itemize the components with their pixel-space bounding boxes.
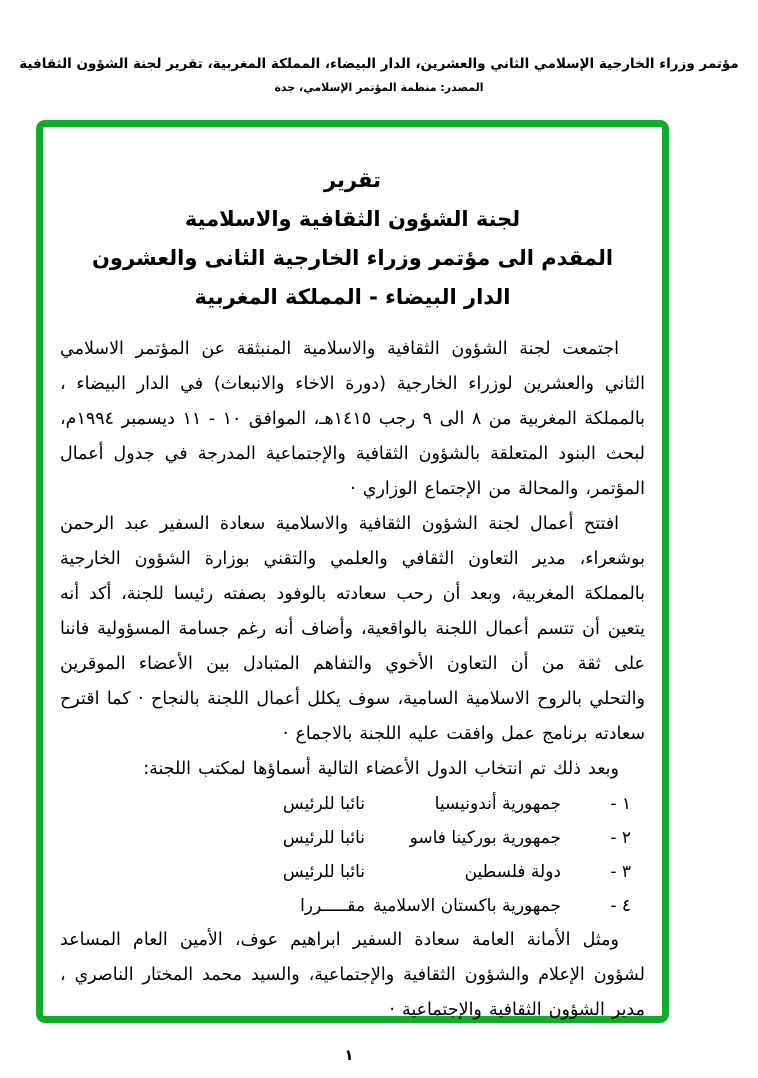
- member-country: جمهورية بوركينا فاسو: [409, 828, 561, 848]
- paragraph-opening: افتتح أعمال لجنة الشؤون الثقافية والاسلامية سعادة السفير عبد الرحمن بوشعراء، مدير التعاون الثقافي والعلمي والتقني بوزارة الشؤون الخارجية بالمملكة المغربية، وبعد أن رحب سعادته بالوفود بصفته رئيسا للجنة، أكد أنه يتعين أن تتسم أعمال اللجنة بالواقعية، وأضاف أنه رغم جسامة المسؤولية فاننا على ثقة من أن التعاون الأخوي والتفاهم المتبادل بين الأعضاء الموقرين والتحلي بالروح الاسلامية السامية، سوف يكلل أعمال اللجنة بالنجاح · كما اقترح سعادته برنامج عمل وافقت عليه اللجنة بالاجماع ·: [60, 514, 645, 744]
- title-line-3: المقدم الى مؤتمر وزراء الخارجية الثانى والعشرون: [91, 246, 614, 270]
- member-number: ٢ -: [610, 828, 631, 848]
- title-line-1: تقرير: [323, 168, 381, 192]
- report-body: [60, 332, 645, 787]
- title-line-4: الدار البيضاء - المملكة المغربية: [194, 285, 511, 309]
- title-line-2: لجنة الشؤون الثقافية والاسلامية: [184, 207, 521, 231]
- header-source-line: المصدر: منظمة المؤتمر الإسلامي، جدة: [274, 81, 484, 94]
- member-number: ٣ -: [610, 862, 631, 882]
- member-country: جمهورية أندونيسيا: [434, 794, 561, 814]
- member-row: [60, 855, 631, 889]
- report-frame: [36, 120, 669, 1023]
- page-number: ١: [344, 1046, 354, 1064]
- report-title: [60, 161, 645, 317]
- member-country: جمهورية باكستان الاسلامية: [373, 896, 561, 916]
- member-row: [60, 787, 631, 821]
- member-country: دولة فلسطين: [464, 862, 561, 882]
- member-number: ٤ -: [610, 896, 631, 916]
- member-role: مقـــــررا: [300, 896, 365, 916]
- paragraph-election-intro: وبعد ذلك تم انتخاب الدول الأعضاء التالية أسماؤها لمكتب اللجنة:: [143, 759, 619, 779]
- paragraph-meeting: اجتمعت لجنة الشؤون الثقافية والاسلامية المنبثقة عن المؤتمر الاسلامي الثاني والعشرين لوزراء الخارجية (دورة الاخاء والانبعاث) في الدار البيضاء ، بالمملكة المغربية من ٨ الى ٩ رجب ١٤١٥هـ، الموافق ١٠ - ١١ ديسمبر ١٩٩٤م، لبحث البنود المتعلقة بالشؤون الثقافية والإجتماعية المدرجة في جدول أعمال المؤتمر، والمحالة من الإجتماع الوزاري ·: [60, 339, 646, 499]
- report-content: [43, 127, 662, 1028]
- member-row: [60, 889, 631, 923]
- member-number: ١ -: [610, 794, 631, 814]
- member-row: [60, 821, 631, 855]
- member-role: نائبا للرئيس: [282, 794, 365, 814]
- paragraph-secretariat: ومثل الأمانة العامة سعادة السفير ابراهيم عوف، الأمين العام المساعد لشؤون الإعلام والشؤون الثقافية والإجتماعية، والسيد محمد المختار الناصري ، مدير الشؤون الثقافية والإجتماعية ·: [60, 930, 645, 1020]
- report-closing: [60, 923, 645, 1028]
- document-header: [0, 56, 758, 94]
- bureau-member-list: [60, 787, 631, 923]
- member-role: نائبا للرئيس: [282, 862, 365, 882]
- header-citation-line: مؤتمر وزراء الخارجية الإسلامي الثاني والعشرين، الدار البيضاء، المملكة المغربية، تقرير لجنة الشؤون الثقافية: [19, 56, 739, 72]
- member-role: نائبا للرئيس: [282, 828, 365, 848]
